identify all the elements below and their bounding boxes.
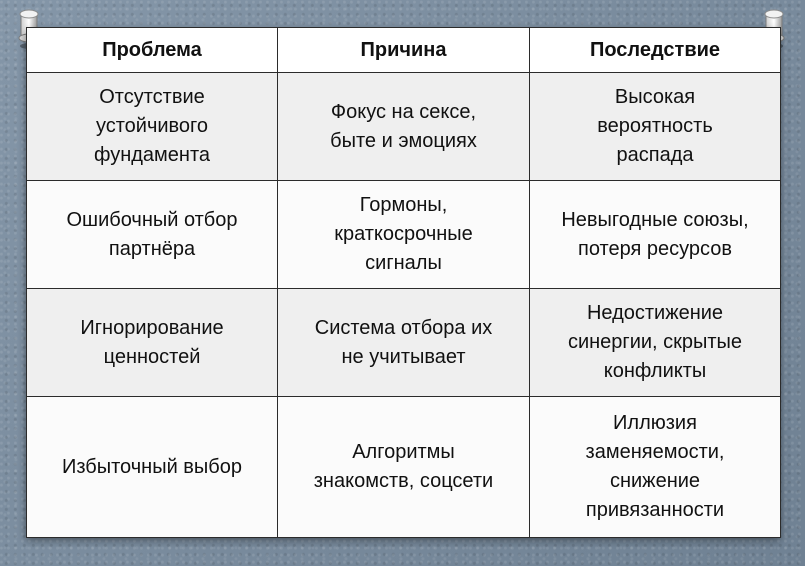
- table-row: [27, 397, 781, 538]
- table-cell-consequence: Недостижение синергии, скрытые конфликты: [530, 289, 781, 397]
- table-cell-problem: Ошибочный отбор партнёра: [27, 181, 278, 289]
- table-cell-cause: Фокус на сексе, быте и эмоциях: [278, 73, 530, 181]
- table-cell-consequence: Невыгодные союзы, потеря ресурсов: [530, 181, 781, 289]
- table-cell-problem: Избыточный выбор: [27, 397, 278, 538]
- table-cell-problem: Игнорирование ценностей: [27, 289, 278, 397]
- problem-cause-effect-table: [26, 27, 781, 538]
- table-cell-problem: Отсутствие устойчивого фундамента: [27, 73, 278, 181]
- table-cell-cause: Алгоритмы знакомств, соцсети: [278, 397, 530, 538]
- table-header-row: [27, 28, 781, 73]
- column-header-problem: Проблема: [27, 28, 278, 73]
- column-header-cause: Причина: [278, 28, 530, 73]
- table-row: [27, 73, 781, 181]
- table-cell-consequence: Иллюзия заменяемости, снижение привязанности: [530, 397, 781, 538]
- table-row: [27, 181, 781, 289]
- table-row: [27, 289, 781, 397]
- table-cell-cause: Гормоны, краткосрочные сигналы: [278, 181, 530, 289]
- table-cell-cause: Система отбора их не учитывает: [278, 289, 530, 397]
- table-cell-consequence: Высокая вероятность распада: [530, 73, 781, 181]
- table-board: [26, 27, 780, 536]
- column-header-consequence: Последствие: [530, 28, 781, 73]
